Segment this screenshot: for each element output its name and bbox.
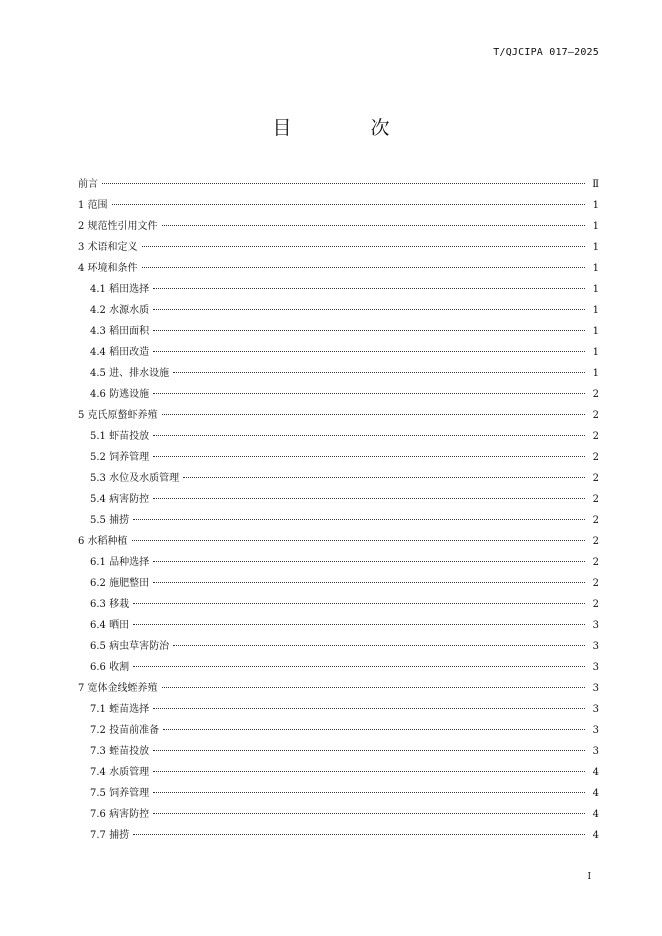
toc-entry[interactable] <box>78 363 599 384</box>
toc-entry[interactable] <box>78 657 599 678</box>
toc-entry-page: 1 <box>592 263 599 274</box>
toc-entry-page: 2 <box>592 515 599 526</box>
toc-entry-page: 3 <box>592 683 599 694</box>
toc-entry[interactable] <box>78 552 599 573</box>
toc-entry-label: 5.4 病害防控 <box>90 494 150 505</box>
toc-entry-page: 1 <box>592 242 599 253</box>
toc-entry-label: 6.6 收割 <box>90 662 130 673</box>
toc-entry-label: 7 宽体金线蛭养殖 <box>78 683 158 694</box>
toc-entry-page: 2 <box>592 431 599 442</box>
toc-entry-label: 前言 <box>78 179 98 190</box>
toc-entry-page: 1 <box>592 326 599 337</box>
toc-entry-label: 7.7 捕捞 <box>90 830 130 841</box>
toc-entry[interactable] <box>78 279 599 300</box>
toc-entry-label: 5.5 捕捞 <box>90 515 130 526</box>
toc-entry[interactable] <box>78 783 599 804</box>
toc-entry-page: 2 <box>592 494 599 505</box>
toc-entry-page: 2 <box>592 389 599 400</box>
toc-entry-page: 3 <box>592 704 599 715</box>
dot-leader <box>102 183 585 184</box>
dot-leader <box>142 267 585 268</box>
toc-entry[interactable] <box>78 573 599 594</box>
dot-leader <box>153 708 585 709</box>
toc-entry-page: 1 <box>592 284 599 295</box>
toc-entry[interactable] <box>78 531 599 552</box>
dot-leader <box>142 246 585 247</box>
toc-entry-page: 2 <box>592 578 599 589</box>
toc-entry-page: 4 <box>592 830 599 841</box>
toc-entry-label: 2 规范性引用文件 <box>78 221 158 232</box>
toc-entry-label: 4.5 进、排水设施 <box>90 368 170 379</box>
toc-entry-label: 7.2 投苗前准备 <box>90 725 160 736</box>
toc-entry-page: 2 <box>592 557 599 568</box>
dot-leader <box>163 729 585 730</box>
dot-leader <box>133 603 585 604</box>
toc-entry-page: 1 <box>592 305 599 316</box>
toc-entry[interactable] <box>78 762 599 783</box>
toc-entry-label: 5.3 水位及水质管理 <box>90 473 180 484</box>
toc-entry[interactable] <box>78 195 599 216</box>
toc-entry-page: 2 <box>592 473 599 484</box>
dot-leader <box>153 792 585 793</box>
toc-entry[interactable] <box>78 384 599 405</box>
toc-entry[interactable] <box>78 258 599 279</box>
toc-entry[interactable] <box>78 405 599 426</box>
toc-entry-label: 7.1 蛭苗选择 <box>90 704 150 715</box>
toc-entry-page: 2 <box>592 536 599 547</box>
toc-entry-label: 7.4 水质管理 <box>90 767 150 778</box>
dot-leader <box>153 456 585 457</box>
toc-entry[interactable] <box>78 594 599 615</box>
dot-leader <box>153 582 585 583</box>
toc-entry[interactable] <box>78 510 599 531</box>
toc-entry[interactable] <box>78 804 599 825</box>
toc-entry-page: 4 <box>592 809 599 820</box>
toc-entry-label: 7.6 病害防控 <box>90 809 150 820</box>
dot-leader <box>133 666 585 667</box>
toc-entry-page: 3 <box>592 662 599 673</box>
toc-entry-label: 6.5 病虫草害防治 <box>90 641 170 652</box>
toc-entry[interactable] <box>78 321 599 342</box>
toc-entry-label: 4.1 稻田选择 <box>90 284 150 295</box>
toc-entry-page: Ⅱ <box>592 179 599 190</box>
toc-entry-label: 4.4 稻田改造 <box>90 347 150 358</box>
table-of-contents <box>78 174 599 846</box>
toc-entry[interactable] <box>78 426 599 447</box>
toc-entry[interactable] <box>78 174 599 195</box>
toc-entry-page: 3 <box>592 641 599 652</box>
dot-leader <box>153 288 585 289</box>
toc-entry[interactable] <box>78 741 599 762</box>
dot-leader <box>173 372 585 373</box>
dot-leader <box>153 435 585 436</box>
dot-leader <box>173 645 585 646</box>
toc-entry[interactable] <box>78 720 599 741</box>
dot-leader <box>153 813 585 814</box>
toc-entry-page: 1 <box>592 221 599 232</box>
toc-entry-label: 5.2 饲养管理 <box>90 452 150 463</box>
dot-leader <box>112 204 585 205</box>
document-code: T/QJCIPA 017—2025 <box>493 47 599 58</box>
toc-entry[interactable] <box>78 342 599 363</box>
toc-entry[interactable] <box>78 636 599 657</box>
toc-entry-label: 4 环境和条件 <box>78 263 138 274</box>
toc-entry-label: 5 克氏原螯虾养殖 <box>78 410 158 421</box>
dot-leader <box>162 225 585 226</box>
dot-leader <box>162 414 585 415</box>
toc-entry-label: 4.3 稻田面积 <box>90 326 150 337</box>
toc-entry-label: 6.2 施肥整田 <box>90 578 150 589</box>
toc-entry-label: 1 范围 <box>78 200 108 211</box>
toc-entry-page: 2 <box>592 452 599 463</box>
toc-entry-page: 1 <box>592 200 599 211</box>
dot-leader <box>133 834 585 835</box>
dot-leader <box>153 330 585 331</box>
toc-entry-label: 6.3 移栽 <box>90 599 130 610</box>
page-number: I <box>587 872 591 882</box>
dot-leader <box>133 624 585 625</box>
toc-entry-label: 6.4 晒田 <box>90 620 130 631</box>
dot-leader <box>153 351 585 352</box>
toc-entry-label: 3 术语和定义 <box>78 242 138 253</box>
toc-entry[interactable] <box>78 678 599 699</box>
dot-leader <box>153 750 585 751</box>
toc-entry-label: 7.5 饲养管理 <box>90 788 150 799</box>
dot-leader <box>153 771 585 772</box>
toc-entry-label: 6.1 品种选择 <box>90 557 150 568</box>
toc-entry-label: 5.1 虾苗投放 <box>90 431 150 442</box>
toc-entry-label: 7.3 蛭苗投放 <box>90 746 150 757</box>
toc-entry-page: 2 <box>592 410 599 421</box>
toc-entry-label: 6 水稻种植 <box>78 536 128 547</box>
toc-entry[interactable] <box>78 489 599 510</box>
toc-entry[interactable] <box>78 216 599 237</box>
toc-entry[interactable] <box>78 615 599 636</box>
toc-entry[interactable] <box>78 825 599 846</box>
dot-leader <box>133 519 585 520</box>
toc-entry-page: 2 <box>592 599 599 610</box>
toc-entry-page: 3 <box>592 725 599 736</box>
toc-entry-page: 4 <box>592 767 599 778</box>
dot-leader <box>132 540 585 541</box>
toc-entry[interactable] <box>78 699 599 720</box>
toc-entry-label: 4.6 防逃设施 <box>90 389 150 400</box>
toc-entry[interactable] <box>78 447 599 468</box>
page-title: 目 次 <box>272 117 420 139</box>
dot-leader <box>183 477 585 478</box>
toc-entry-page: 4 <box>592 788 599 799</box>
toc-entry[interactable] <box>78 237 599 258</box>
dot-leader <box>162 687 585 688</box>
toc-entry-page: 3 <box>592 620 599 631</box>
toc-entry-label: 4.2 水源水质 <box>90 305 150 316</box>
dot-leader <box>153 561 585 562</box>
dot-leader <box>153 393 585 394</box>
dot-leader <box>153 498 585 499</box>
toc-entry[interactable] <box>78 300 599 321</box>
toc-entry-page: 1 <box>592 368 599 379</box>
toc-entry-page: 1 <box>592 347 599 358</box>
toc-entry[interactable] <box>78 468 599 489</box>
dot-leader <box>153 309 585 310</box>
toc-entry-page: 3 <box>592 746 599 757</box>
